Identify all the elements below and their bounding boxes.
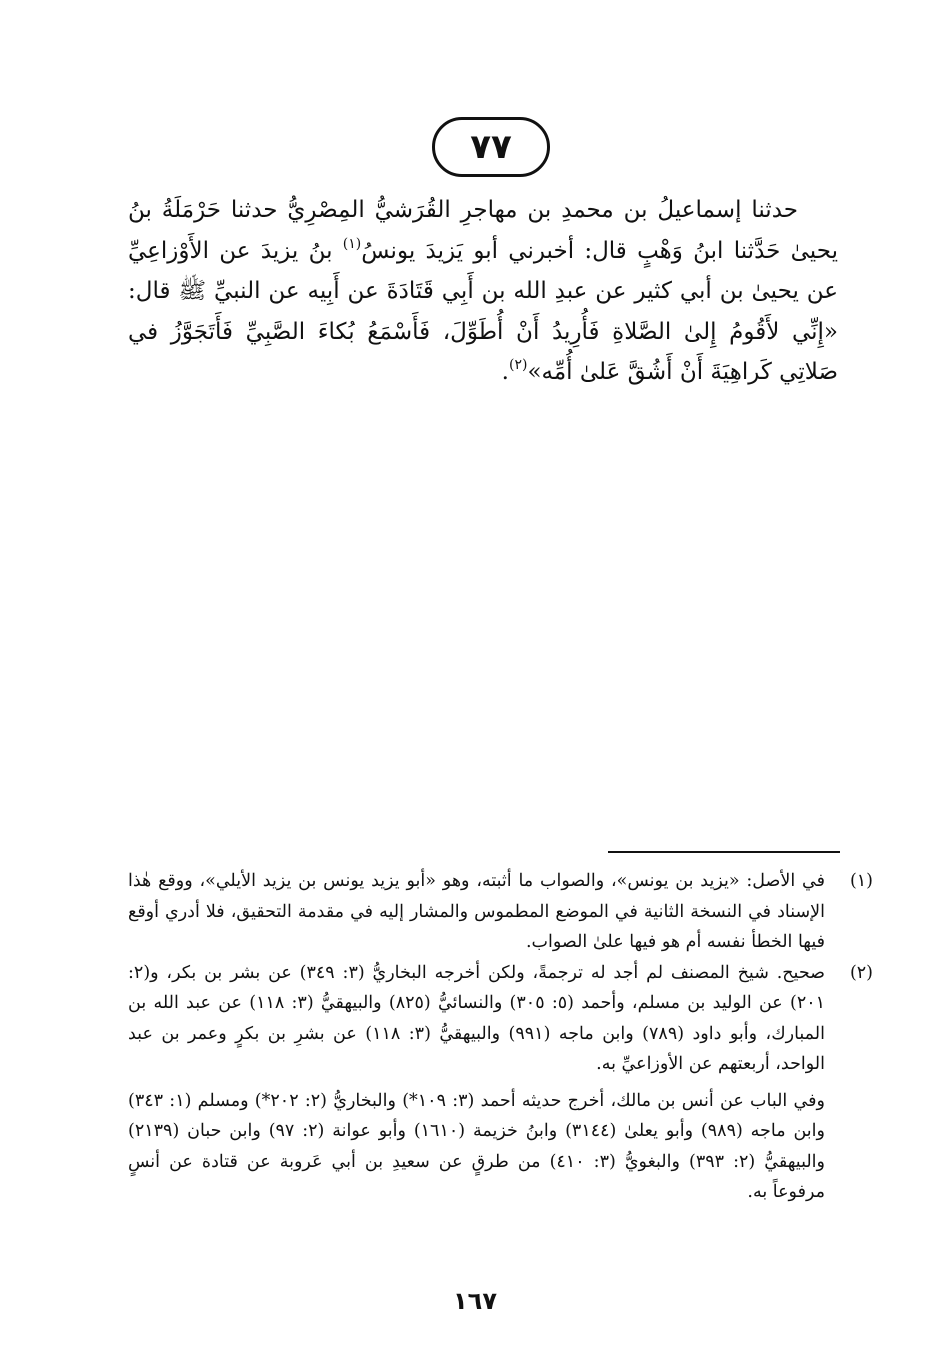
footnotes xyxy=(128,866,873,1208)
footnote-number: (٢) xyxy=(849,962,873,983)
footnote-ref-2: (٢) xyxy=(508,357,528,373)
footnote-separator xyxy=(608,851,840,853)
footnote-body xyxy=(128,958,825,1208)
hadith-paragraph xyxy=(128,190,838,393)
footnote-paragraph: في الأصل: «يزيد بن يونس»، والصواب ما أثبته، وهو «أبو يزيد يونس بن يزيد الأيلي»، ووقع هٰذا الإسناد في النسخة الثانية في الموضع المطموس والمشار إليه في مقدمة التحقيق، فلا أدري أوقع فيها الخطأ نفسه أم هو فيها علىٰ الصواب. xyxy=(128,871,825,952)
hadith-number: ٧٧ xyxy=(470,127,512,167)
hadith-text xyxy=(128,190,838,393)
footnote-body xyxy=(128,866,825,958)
footnote-ref-1: (١) xyxy=(342,235,362,252)
footnote-paragraph: وفي الباب عن أنس بن مالك، أخرج حديثه أحمد (٣: ١٠٩*) والبخاريُّ (٢: ٢٠٢*) ومسلم (١: ٣٤٣) وابن ماجه (٩٨٩) وأبو يعلىٰ (٣١٤٤) وابنُ خزيمة (١٦١٠) وأبو عوانة (٢: ٩٧) وابن حبان (٢١٣٩) والبيهقيُّ (٢: ٣٩٣) والبغويُّ (٣: ٤١٠) من طرقٍ عن سعيدِ بن أبي عَروبة عن قتادة عن أنسٍ مرفوعاً به. xyxy=(128,1090,825,1202)
footnote-1 xyxy=(128,866,873,958)
footnote-number: (١) xyxy=(849,871,873,891)
hadith-text-part-1: حدثنا إسماعيلُ بن محمدِ بن مهاجرِ القُرَشيُّ المِصْرِيُّ حدثنا حَرْمَلَةُ بنُ يحيىٰ حَدَّثنا ابنُ وَهْبٍ قال: أخبرني أبو يَزيدَ يونسُ xyxy=(128,197,838,264)
footnote-paragraph: صحيح. شيخ المصنف لم أجد له ترجمةً، ولكن أخرجه البخاريُّ (٣: ٣٤٩) عن بشر بن بكر، و(٢: ٢٠١) عن الوليد بن مسلم، وأحمد (٥: ٣٠٥) والنسائيُّ (٨٢٥) والبيهقيُّ (٣: ١١٨) عن عبد الله بن المبارك، وأبو داود (٧٨٩) وابن ماجه (٩٩١) والبيهقيُّ (٣: ١١٨) عن بشرِ بن بكرٍ وعمر بن عبد الواحد، أربعتهم عن الأوزاعيِّ به. xyxy=(128,962,826,1074)
hadith-number-badge xyxy=(432,117,550,177)
hadith-text-end: . xyxy=(501,359,509,385)
page-number: ١٦٧ xyxy=(453,1287,497,1315)
footnote-2 xyxy=(128,958,873,1208)
hadith-text-part-2: بنُ يزيدَ عن الأَوْزاعِيِّ عن يحيىٰ بن أبي كثير عن عبدِ الله بن أَبِي قَتَادَةَ عن أَبِيه عن النبيِّ ﷺ قال: «إِنِّي لأَقُومُ إِلىٰ الصَّلاةِ فَأُرِيدُ أَنْ أُطَوِّلَ، فَأَسْمَعُ بُكاءَ الصَّبِيِّ فَأَتَجَوَّزُ في صَلاتِي كَراهِيَةَ أَنْ أَشُقَّ عَلىٰ أُمِّه» xyxy=(128,237,838,385)
